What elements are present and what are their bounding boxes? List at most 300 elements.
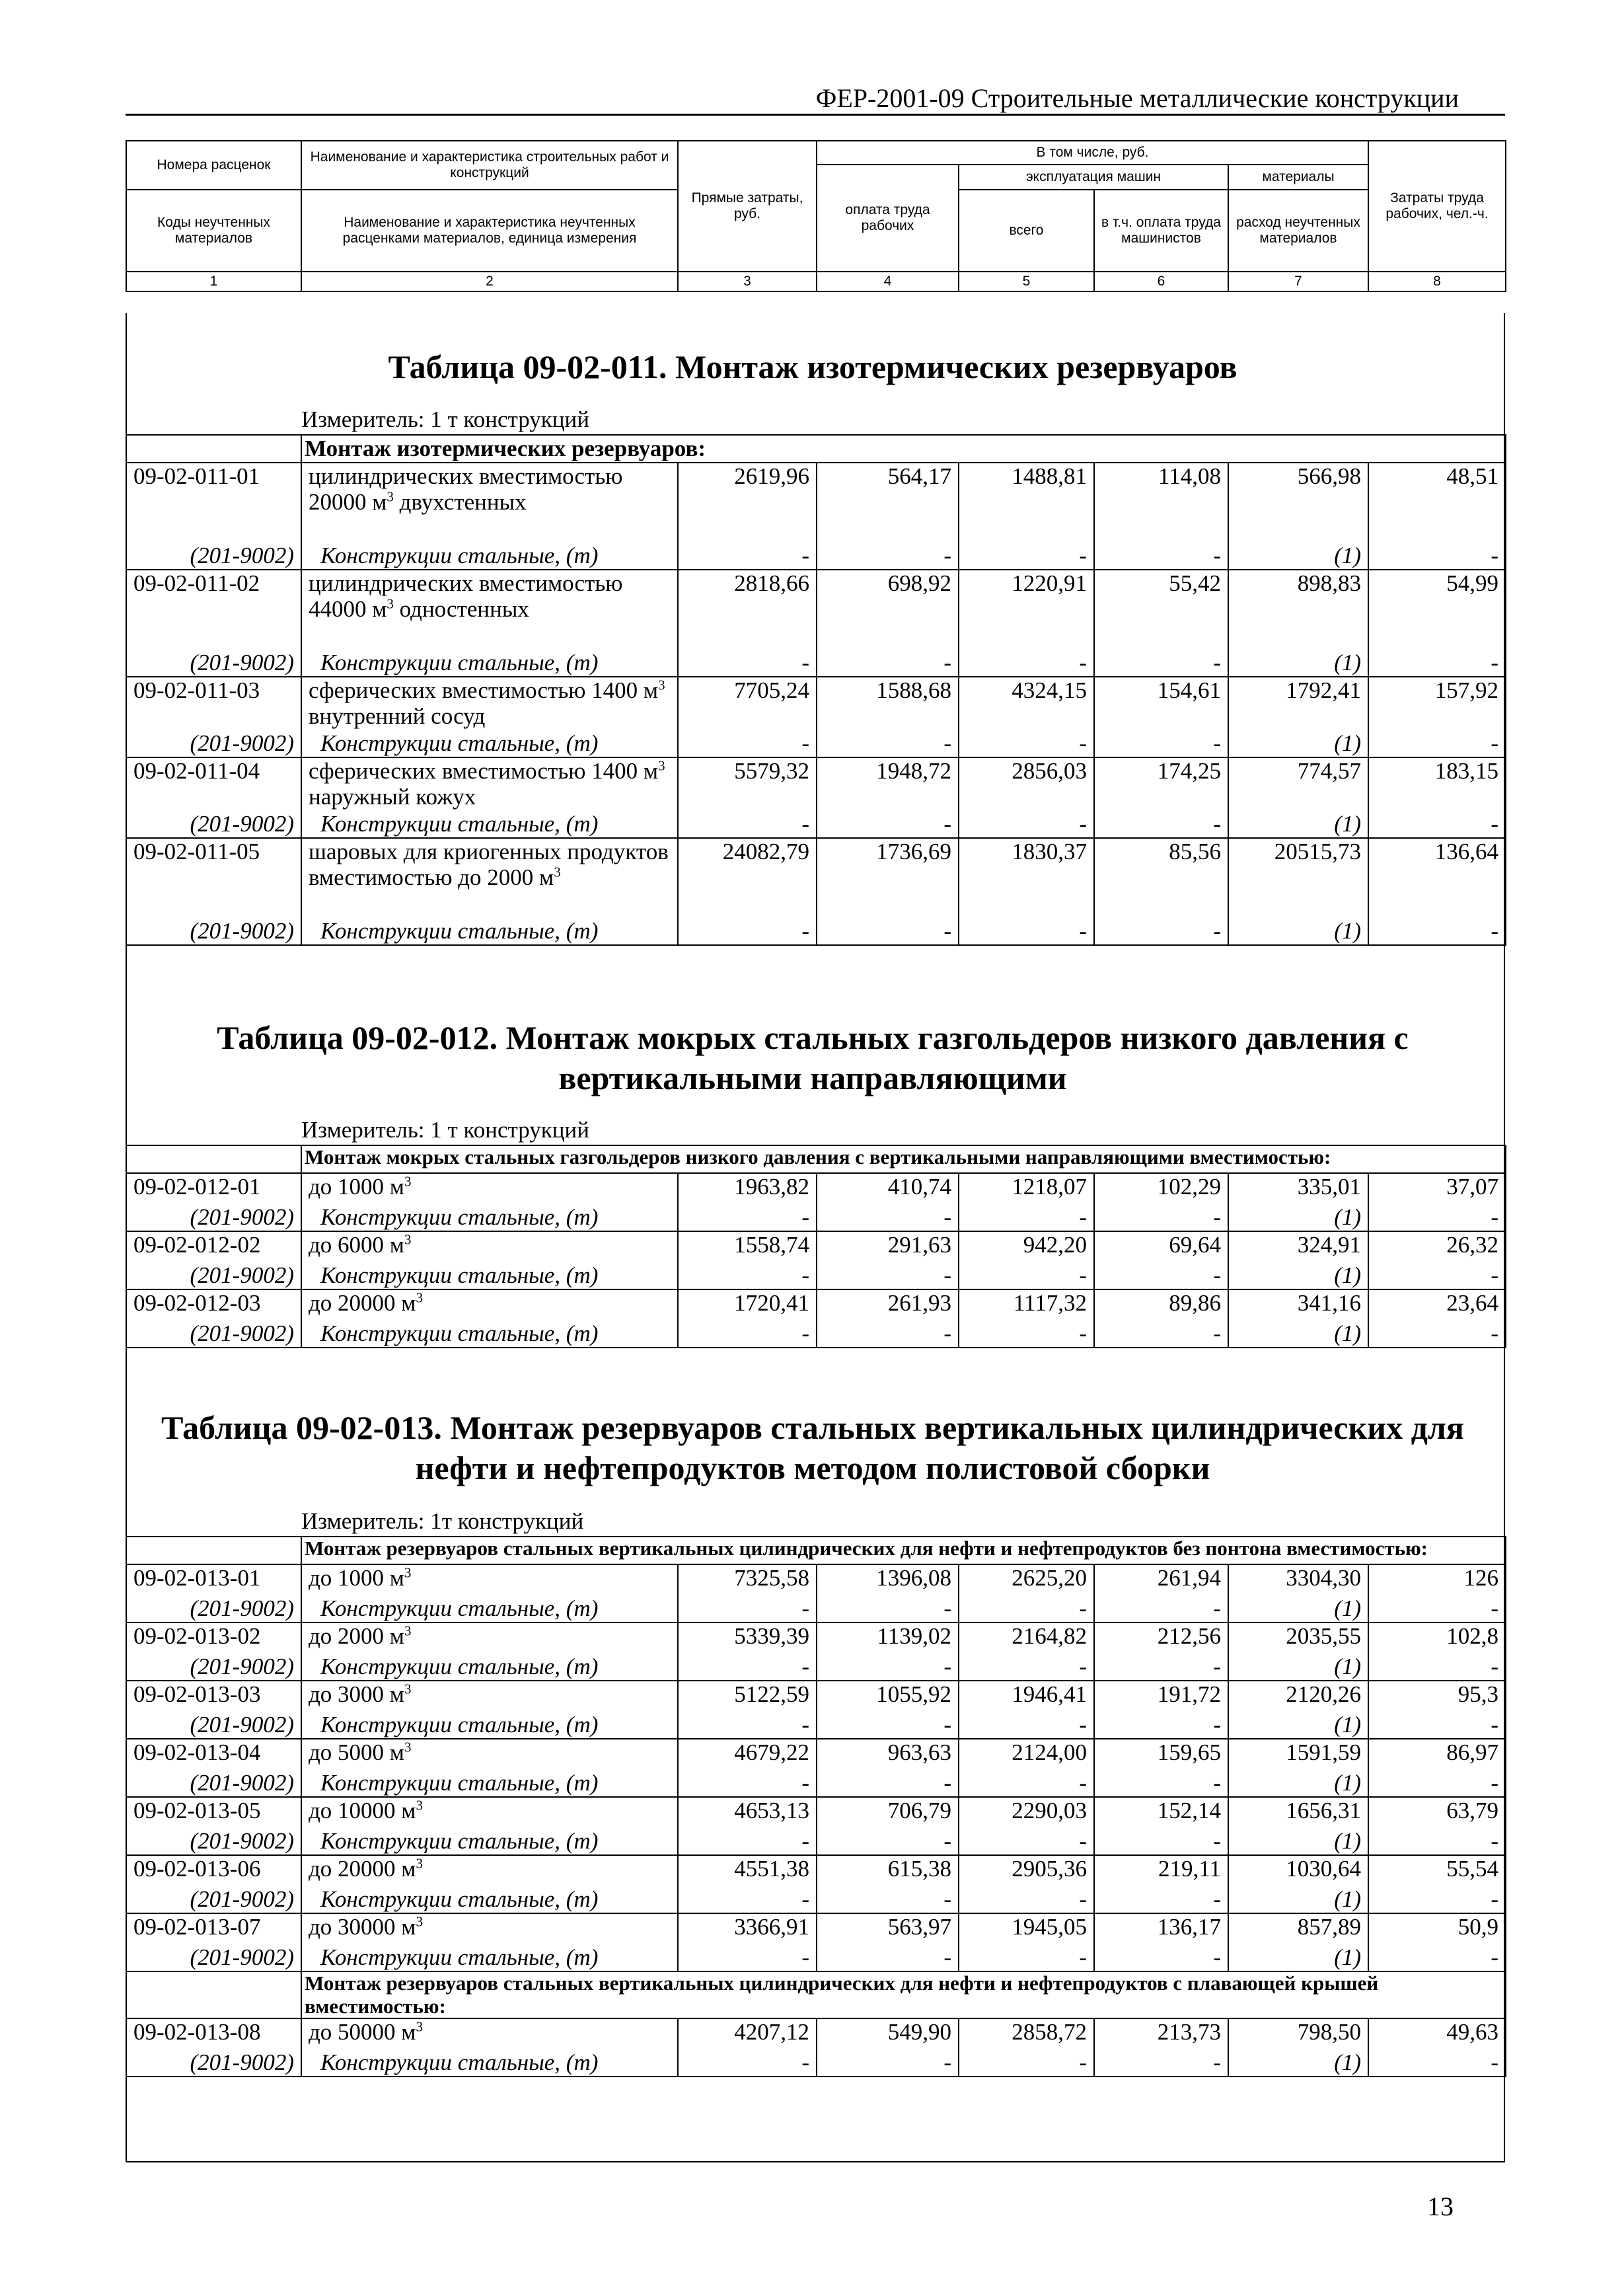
group-heading-blank [126,1145,301,1173]
rate-mach-labor: 152,14 [1094,1797,1228,1828]
material-row [126,811,1506,838]
material-code: (201-9002) [126,1595,301,1623]
material-code: (201-9002) [126,811,301,838]
material-dash: - [1094,543,1228,570]
rate-row [126,1173,1506,1204]
material-dash: - [959,1204,1094,1231]
group-heading-row [126,1537,1506,1564]
rate-labor: 1736,69 [817,838,959,918]
material-dash: - [1094,1828,1228,1855]
column-number: 1 [126,272,301,291]
material-dash: - [678,1204,817,1231]
material-code: (201-9002) [126,2049,301,2077]
material-row [126,1595,1506,1623]
rate-hours: 23,64 [1368,1289,1506,1320]
rate-name: до 20000 $м^3$ [301,1855,678,1886]
rate-code: 09-02-011-05 [126,838,301,918]
material-dash: - [678,1828,817,1855]
header-material-name: Наименование и характеристика неучтенных расценками материалов, единица измерения [301,190,678,272]
material-code: (201-9002) [126,1654,301,1681]
rate-mach-labor: 191,72 [1094,1681,1228,1712]
header-machine-total: всего [959,190,1094,272]
rate-code: 09-02-013-04 [126,1739,301,1770]
material-code: (201-9002) [126,1886,301,1913]
rate-code: 09-02-013-01 [126,1564,301,1595]
rate-hours: 183,15 [1368,757,1506,811]
material-quantity: (1) [1228,1320,1368,1348]
measure-row [126,406,1506,435]
material-dash: - [1094,811,1228,838]
material-code: (201-9002) [126,1828,301,1855]
material-row [126,1262,1506,1289]
material-dash: - [1094,1944,1228,1971]
rate-labor: 698,92 [817,570,959,650]
rate-mach-labor: 102,29 [1094,1173,1228,1204]
column-number: 2 [301,272,678,291]
material-dash: - [959,1886,1094,1913]
material-name: Конструкции стальные, (т) [301,1944,678,1971]
material-dash: - [678,2049,817,2077]
column-number: 4 [817,272,959,291]
material-dash: - [1368,918,1506,945]
material-dash: - [817,1770,959,1797]
material-dash: - [817,1944,959,1971]
material-quantity: (1) [1228,918,1368,945]
rate-code: 09-02-011-03 [126,677,301,730]
material-dash: - [817,1204,959,1231]
rate-hours: 63,79 [1368,1797,1506,1828]
material-dash: - [959,730,1094,757]
material-dash: - [959,1654,1094,1681]
rate-mach-labor: 55,42 [1094,570,1228,650]
rate-direct: 2818,66 [678,570,817,650]
column-number: 6 [1094,272,1228,291]
material-quantity: (1) [1228,650,1368,677]
header-material-consumption: расход неучтенных материалов [1228,190,1368,272]
column-number: 7 [1228,272,1368,291]
material-dash: - [1094,1204,1228,1231]
rate-name: сферических вместимостью 1400 $м^3$ внутренний сосуд [301,677,678,730]
rate-code: 09-02-011-02 [126,570,301,650]
rate-mach: 942,20 [959,1231,1094,1262]
material-name: Конструкции стальные, (т) [301,811,678,838]
rate-mat: 3304,30 [1228,1564,1368,1595]
rate-code: 09-02-012-03 [126,1289,301,1320]
rate-labor: 963,63 [817,1739,959,1770]
rate-labor: 1139,02 [817,1623,959,1654]
rate-mat: 335,01 [1228,1173,1368,1204]
table-title: Таблица 09-02-011. Монтаж изотермических резервуаров [388,348,1237,385]
material-name: Конструкции стальные, (т) [301,1262,678,1289]
rate-hours: 49,63 [1368,2018,1506,2049]
column-header-table [126,140,1506,292]
column-number-row [126,272,1506,291]
rate-mach: 1218,07 [959,1173,1094,1204]
material-quantity: (1) [1228,2049,1368,2077]
rate-code: 09-02-013-07 [126,1913,301,1944]
material-dash: - [1094,1712,1228,1739]
material-row [126,730,1506,757]
rate-row [126,463,1506,543]
material-dash: - [1368,650,1506,677]
measure-row [126,1117,1506,1145]
rate-mat: 2120,26 [1228,1681,1368,1712]
rate-name: сферических вместимостью 1400 $м^3$ наружный кожух [301,757,678,811]
rate-row [126,570,1506,650]
rate-direct: 7325,58 [678,1564,817,1595]
rate-mach-labor: 174,25 [1094,757,1228,811]
rate-mach: 2164,82 [959,1623,1094,1654]
material-row [126,2049,1506,2077]
material-dash: - [959,543,1094,570]
material-dash: - [1094,1654,1228,1681]
rate-name: до 50000 $м^3$ [301,2018,678,2049]
material-dash: - [817,811,959,838]
rate-mach-labor: 89,86 [1094,1289,1228,1320]
group-heading-blank [126,1537,301,1564]
rate-mach-labor: 213,73 [1094,2018,1228,2049]
rate-name: шаровых для криогенных продуктов вместимостью до 2000 $м^3$ [301,838,678,918]
rate-code: 09-02-013-05 [126,1797,301,1828]
material-name: Конструкции стальные, (т) [301,1204,678,1231]
material-dash: - [1094,730,1228,757]
rate-direct: 1558,74 [678,1231,817,1262]
material-dash: - [678,1654,817,1681]
rate-mach: 2290,03 [959,1797,1094,1828]
rate-name: до 6000 $м^3$ [301,1231,678,1262]
rate-code: 09-02-013-06 [126,1855,301,1886]
material-row [126,1320,1506,1348]
material-code: (201-9002) [126,650,301,677]
rate-mat: 566,98 [1228,463,1368,543]
material-dash: - [1368,1262,1506,1289]
rate-name: до 10000 $м^3$ [301,1797,678,1828]
material-dash: - [959,1828,1094,1855]
material-dash: - [959,1712,1094,1739]
material-dash: - [959,811,1094,838]
rate-direct: 1720,41 [678,1289,817,1320]
rate-code: 09-02-012-01 [126,1173,301,1204]
material-dash: - [1368,1595,1506,1623]
measure-text: Измеритель: 1т конструкций [301,1508,1506,1537]
rate-direct: 5579,32 [678,757,817,811]
material-dash: - [959,918,1094,945]
material-dash: - [817,1886,959,1913]
running-title: ФЕР-2001-09 Строительные металлические конструкции [815,83,1459,113]
material-dash: - [678,1770,817,1797]
rate-code: 09-02-013-02 [126,1623,301,1654]
material-dash: - [959,1320,1094,1348]
rate-labor: 563,97 [817,1913,959,1944]
rate-direct: 2619,96 [678,463,817,543]
rate-mach: 1946,41 [959,1681,1094,1712]
rate-mat: 324,91 [1228,1231,1368,1262]
material-code: (201-9002) [126,1770,301,1797]
measure-blank [126,406,301,435]
rate-labor: 410,74 [817,1173,959,1204]
material-dash: - [1368,730,1506,757]
rate-row [126,1681,1506,1712]
material-quantity: (1) [1228,811,1368,838]
rate-direct: 4207,12 [678,2018,817,2049]
header-operator-pay: в т.ч. оплата труда машинистов [1094,190,1228,272]
price-table [126,406,1506,946]
material-name: Конструкции стальные, (т) [301,2049,678,2077]
rate-direct: 5122,59 [678,1681,817,1712]
material-dash: - [959,1944,1094,1971]
material-name: Конструкции стальные, (т) [301,543,678,570]
rate-mat: 857,89 [1228,1913,1368,1944]
rate-hours: 37,07 [1368,1173,1506,1204]
material-name: Конструкции стальные, (т) [301,1654,678,1681]
rate-mat: 1030,64 [1228,1855,1368,1886]
rate-row [126,757,1506,811]
measure-row [126,1508,1506,1537]
rate-mach: 2124,00 [959,1739,1094,1770]
rate-mach-labor: 219,11 [1094,1855,1228,1886]
rate-mach: 4324,15 [959,677,1094,730]
group-heading-row [126,1971,1506,2018]
material-dash: - [817,543,959,570]
group-heading: Монтаж мокрых стальных газгольдеров низкого давления с вертикальными направляющими вместимостью: [301,1145,1506,1173]
rate-labor: 1948,72 [817,757,959,811]
material-dash: - [817,1320,959,1348]
material-row [126,1204,1506,1231]
material-code: (201-9002) [126,1204,301,1231]
price-table [126,1117,1506,1348]
rate-row [126,677,1506,730]
rate-hours: 86,97 [1368,1739,1506,1770]
header-work-name: Наименование и характеристика строительных работ и конструкций [301,141,678,190]
material-code: (201-9002) [126,730,301,757]
rate-name: до 5000 $м^3$ [301,1739,678,1770]
rate-mat: 341,16 [1228,1289,1368,1320]
page-number: 13 [1427,2192,1454,2221]
material-dash: - [1094,650,1228,677]
material-dash: - [678,1886,817,1913]
rate-hours: 102,8 [1368,1623,1506,1654]
material-name: Конструкции стальные, (т) [301,730,678,757]
rate-labor: 706,79 [817,1797,959,1828]
material-dash: - [959,1770,1094,1797]
rate-name: до 30000 $м^3$ [301,1913,678,1944]
header-labor-hours: Затраты труда рабочих, чел.-ч. [1368,141,1506,272]
material-quantity: (1) [1228,543,1368,570]
material-dash: - [678,543,817,570]
material-quantity: (1) [1228,1886,1368,1913]
material-dash: - [1094,2049,1228,2077]
material-name: Конструкции стальные, (т) [301,1712,678,1739]
group-heading: Монтаж изотермических резервуаров: [301,435,1506,463]
group-heading: Монтаж резервуаров стальных вертикальных цилиндрических для нефти и нефтепродуктов с плавающей крышей вместимостью: [301,1971,1506,2018]
rate-hours: 54,99 [1368,570,1506,650]
material-dash: - [817,650,959,677]
group-heading-row [126,435,1506,463]
material-dash: - [1368,1712,1506,1739]
rate-mat: 774,57 [1228,757,1368,811]
material-row [126,1828,1506,1855]
rate-row [126,1231,1506,1262]
rate-code: 09-02-012-02 [126,1231,301,1262]
rate-direct: 4653,13 [678,1797,817,1828]
material-code: (201-9002) [126,1944,301,1971]
rate-direct: 7705,24 [678,677,817,730]
rate-name: до 1000 $м^3$ [301,1564,678,1595]
column-number: 5 [959,272,1094,291]
material-dash: - [678,1595,817,1623]
rate-code: 09-02-011-01 [126,463,301,543]
rate-mat: 20515,73 [1228,838,1368,918]
material-dash: - [817,918,959,945]
material-dash: - [678,1320,817,1348]
material-code: (201-9002) [126,543,301,570]
rate-labor: 1055,92 [817,1681,959,1712]
rate-row [126,1289,1506,1320]
column-number: 8 [1368,272,1506,291]
material-dash: - [1368,1770,1506,1797]
material-dash: - [959,2049,1094,2077]
group-heading: Монтаж резервуаров стальных вертикальных цилиндрических для нефти и нефтепродуктов без понтона вместимостью: [301,1537,1506,1564]
material-dash: - [1094,1886,1228,1913]
rate-name: цилиндрических вместимостью 44000 $м^3$ одностенных [301,570,678,650]
measure-blank [126,1508,301,1537]
material-quantity: (1) [1228,1944,1368,1971]
material-dash: - [817,1595,959,1623]
rate-hours: 126 [1368,1564,1506,1595]
rate-mat: 1656,31 [1228,1797,1368,1828]
material-dash: - [959,650,1094,677]
rate-name: до 20000 $м^3$ [301,1289,678,1320]
material-dash: - [1368,1828,1506,1855]
rate-direct: 1963,82 [678,1173,817,1204]
rate-mach-labor: 136,17 [1094,1913,1228,1944]
material-name: Конструкции стальные, (т) [301,1886,678,1913]
material-quantity: (1) [1228,1204,1368,1231]
material-dash: - [678,1944,817,1971]
material-name: Конструкции стальные, (т) [301,650,678,677]
measure-blank [126,1117,301,1145]
rate-mach-labor: 261,94 [1094,1564,1228,1595]
material-row [126,543,1506,570]
rate-mach: 1220,91 [959,570,1094,650]
material-name: Конструкции стальные, (т) [301,1770,678,1797]
rate-row [126,1564,1506,1595]
rate-labor: 1588,68 [817,677,959,730]
material-quantity: (1) [1228,1828,1368,1855]
group-heading-blank [126,1971,301,2018]
material-row [126,650,1506,677]
rate-hours: 26,32 [1368,1231,1506,1262]
material-dash: - [1368,543,1506,570]
rate-direct: 4679,22 [678,1739,817,1770]
rate-row [126,1913,1506,1944]
header-materials: материалы [1228,165,1368,190]
rate-labor: 549,90 [817,2018,959,2049]
rate-mat: 898,83 [1228,570,1368,650]
measure-text: Измеритель: 1 т конструкций [301,1117,1506,1145]
rate-mach-labor: 69,64 [1094,1231,1228,1262]
rate-mach: 2856,03 [959,757,1094,811]
rate-mach-labor: 85,56 [1094,838,1228,918]
rate-hours: 157,92 [1368,677,1506,730]
rate-labor: 291,63 [817,1231,959,1262]
rate-mach: 1945,05 [959,1913,1094,1944]
rate-mach: 1488,81 [959,463,1094,543]
material-dash: - [817,1262,959,1289]
material-dash: - [817,1654,959,1681]
rate-mach: 1117,32 [959,1289,1094,1320]
material-dash: - [1094,1262,1228,1289]
rate-mat: 1591,59 [1228,1739,1368,1770]
rate-direct: 5339,39 [678,1623,817,1654]
rate-labor: 564,17 [817,463,959,543]
rate-hours: 48,51 [1368,463,1506,543]
rate-name: до 2000 $м^3$ [301,1623,678,1654]
material-code: (201-9002) [126,1712,301,1739]
material-quantity: (1) [1228,1262,1368,1289]
price-table [126,1508,1506,2077]
rate-name: цилиндрических вместимостью 20000 $м^3$ двухстенных [301,463,678,543]
material-dash: - [1368,1886,1506,1913]
material-dash: - [817,1828,959,1855]
rate-row [126,838,1506,918]
rate-mach-labor: 114,08 [1094,463,1228,543]
header-machine-operation: эксплуатация машин [959,165,1228,190]
rate-mach-labor: 159,65 [1094,1739,1228,1770]
material-code: (201-9002) [126,1262,301,1289]
material-dash: - [1094,918,1228,945]
measure-text: Измеритель: 1 т конструкций [301,406,1506,435]
group-heading-blank [126,435,301,463]
rate-row [126,2018,1506,2049]
rate-mach: 2858,72 [959,2018,1094,2049]
material-dash: - [1368,811,1506,838]
rate-mach: 2905,36 [959,1855,1094,1886]
rate-code: 09-02-011-04 [126,757,301,811]
material-dash: - [1094,1770,1228,1797]
header-worker-pay: оплата труда рабочих [817,165,959,272]
group-heading-row [126,1145,1506,1173]
rate-mach-labor: 212,56 [1094,1623,1228,1654]
rate-mat: 798,50 [1228,2018,1368,2049]
material-quantity: (1) [1228,1712,1368,1739]
header-direct-costs: Прямые затраты, руб. [678,141,817,272]
rate-mach: 2625,20 [959,1564,1094,1595]
header-material-codes: Коды неучтенных материалов [126,190,301,272]
rate-mach-labor: 154,61 [1094,677,1228,730]
rate-hours: 136,64 [1368,838,1506,918]
material-dash: - [678,918,817,945]
rate-name: до 3000 $м^3$ [301,1681,678,1712]
material-row [126,1712,1506,1739]
material-code: (201-9002) [126,918,301,945]
header-including: В том числе, руб. [817,141,1368,165]
rate-row [126,1739,1506,1770]
header-rate-numbers: Номера расценок [126,141,301,190]
material-dash: - [1368,1320,1506,1348]
material-row [126,1654,1506,1681]
table-title: Таблица 09-02-012. Монтаж мокрых стальных газгольдеров низкого давления с вертикальными направляющими [217,1019,1409,1096]
material-dash: - [678,730,817,757]
rate-row [126,1623,1506,1654]
material-dash: - [678,650,817,677]
material-quantity: (1) [1228,730,1368,757]
rate-code: 09-02-013-03 [126,1681,301,1712]
material-quantity: (1) [1228,1654,1368,1681]
rate-row [126,1797,1506,1828]
material-dash: - [1368,1654,1506,1681]
material-name: Конструкции стальные, (т) [301,918,678,945]
